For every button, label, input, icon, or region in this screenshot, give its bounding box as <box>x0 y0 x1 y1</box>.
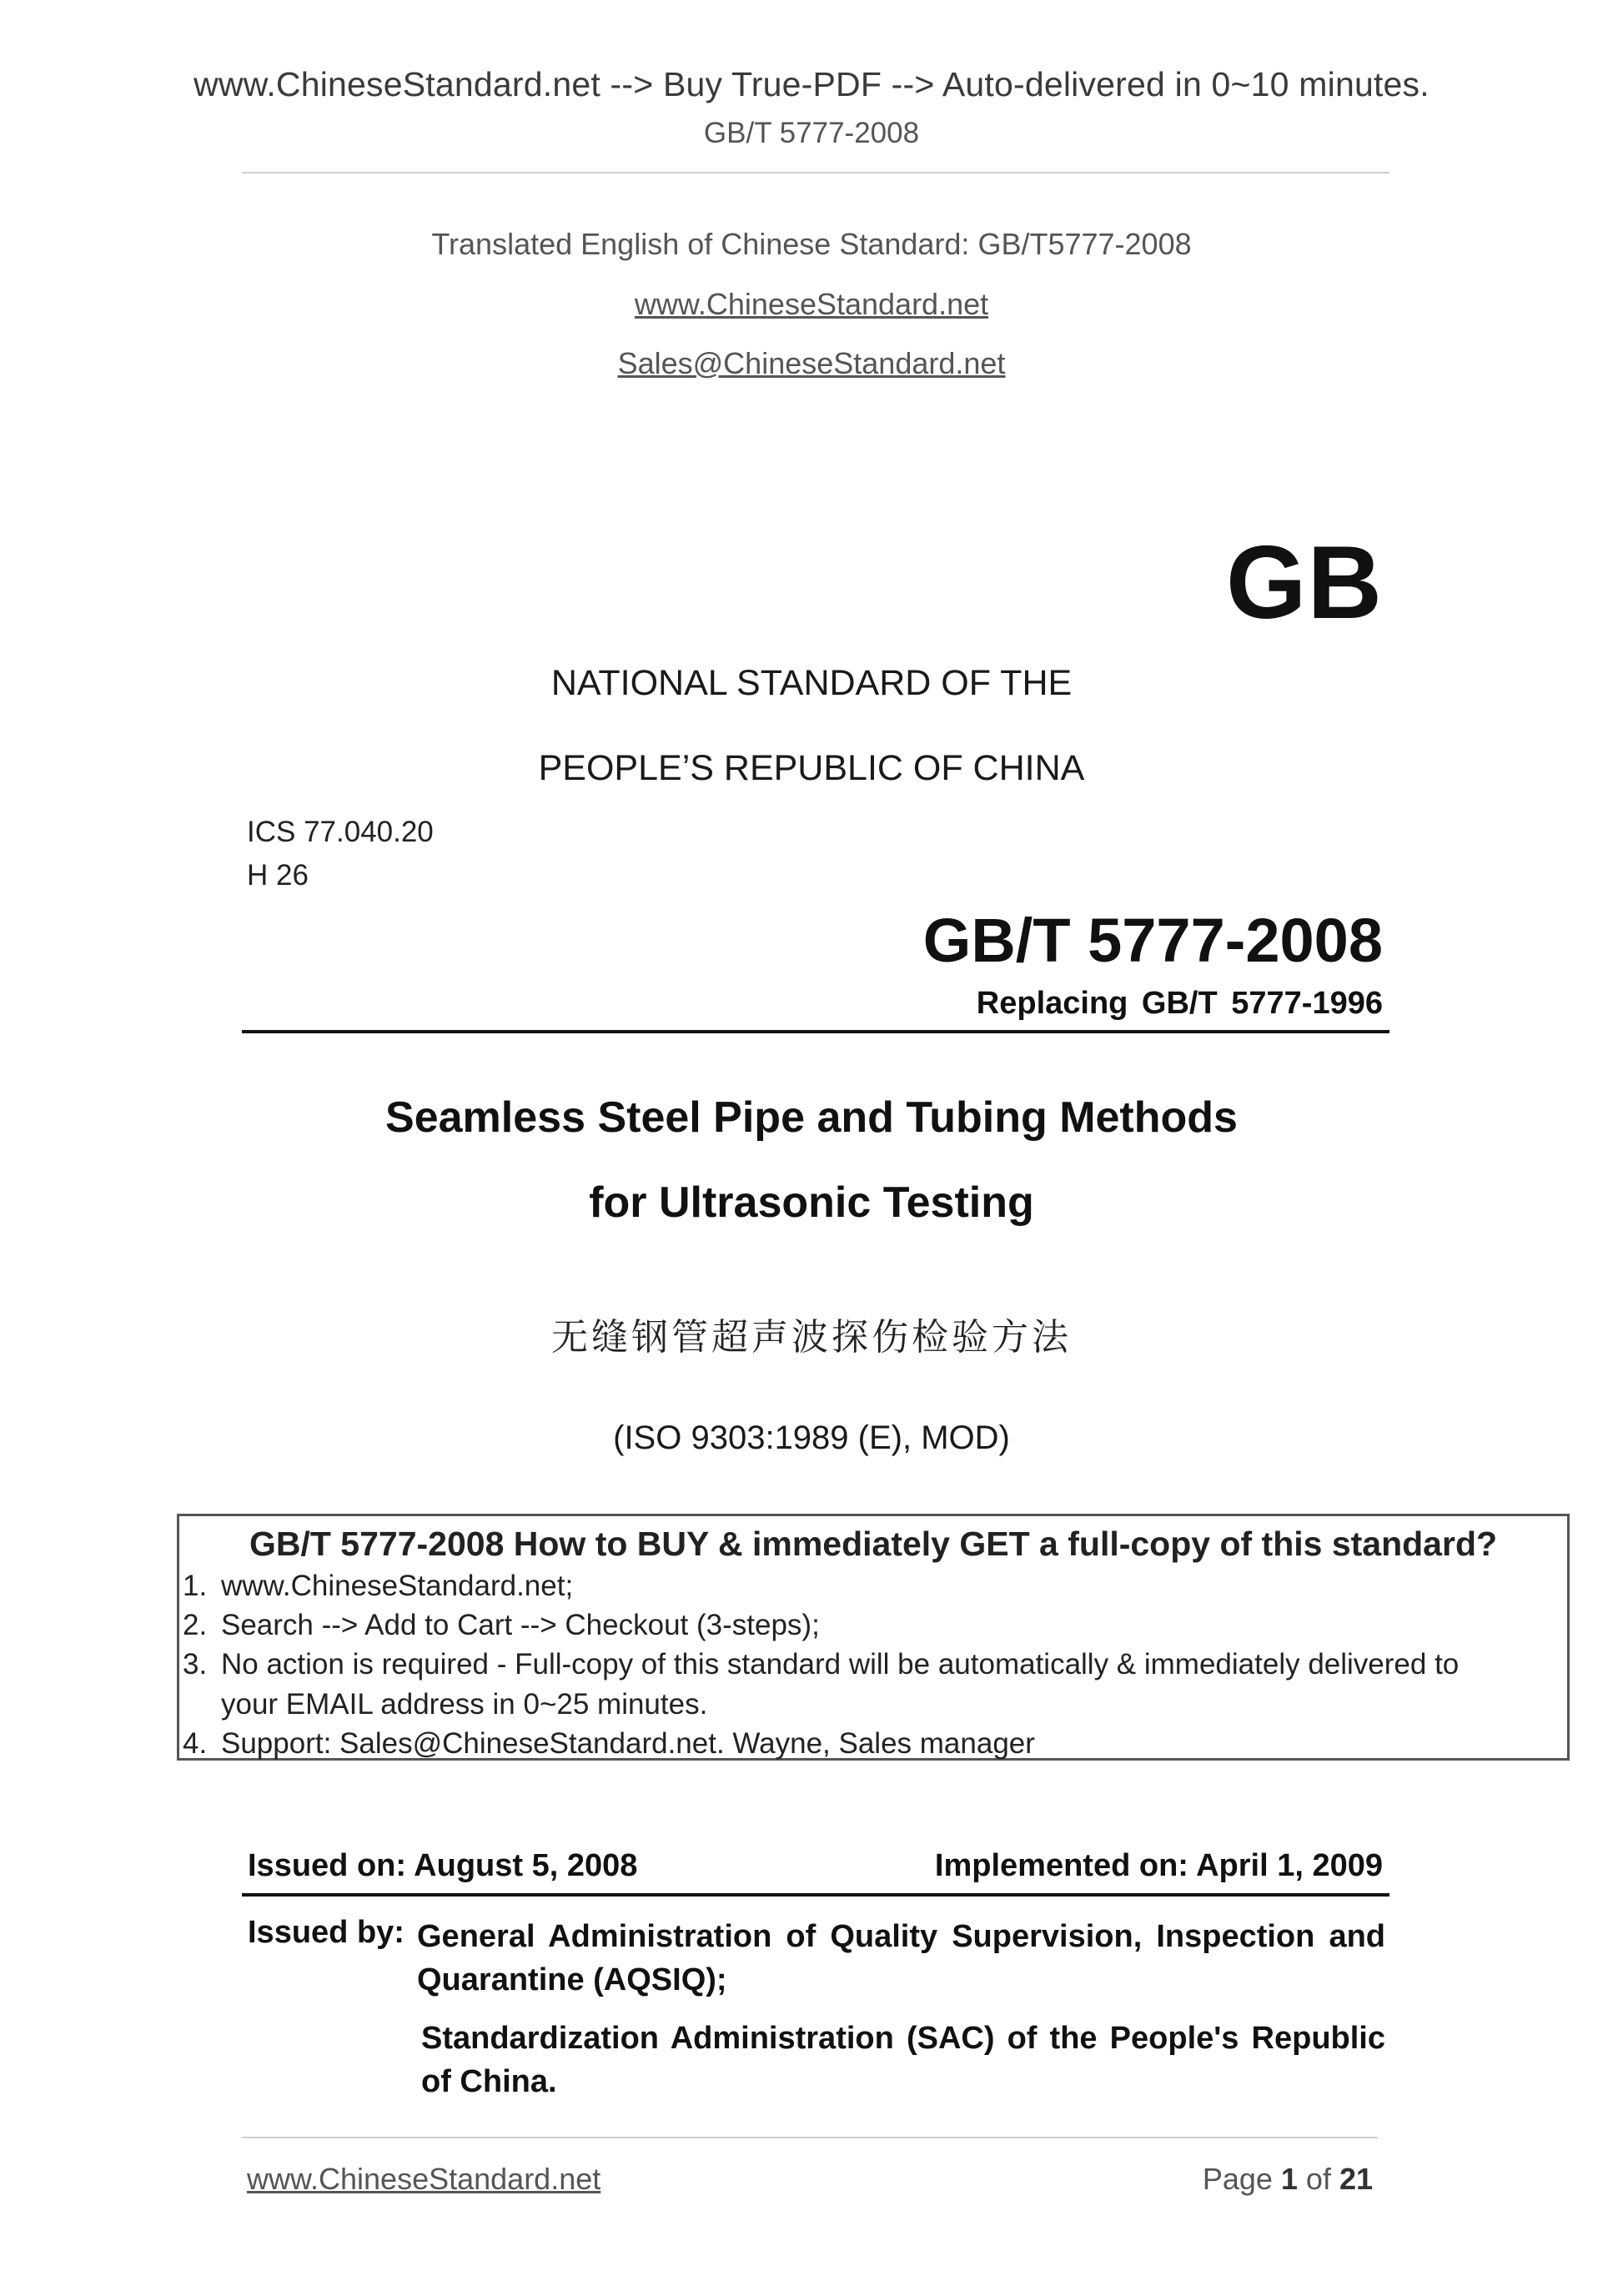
step-number: 1. <box>183 1570 208 1602</box>
footer-divider <box>242 2137 1378 2138</box>
national-standard-line1: NATIONAL STANDARD OF THE <box>550 663 1073 703</box>
step-number: 4. <box>183 1727 208 1760</box>
replacing-note: Replacing GB/T 5777-1996 <box>976 986 1383 1021</box>
header-divider <box>242 172 1389 173</box>
title-divider <box>242 1030 1389 1033</box>
issuer-sac: Standardization Administration (SAC) of the People's Republic of China. <box>421 2021 1385 2099</box>
standard-number: GB/T 5777-2008 <box>922 906 1383 975</box>
issue-divider <box>242 1893 1389 1897</box>
buy-instructions-box <box>177 1514 1570 1761</box>
page-prefix: Page <box>1202 2162 1281 2196</box>
buy-heading: GB/T 5777-2008 How to BUY & immediately GET a full-copy of this standard? <box>249 1525 1498 1563</box>
buy-step-3-continued <box>221 1688 707 1721</box>
national-standard-line2: PEOPLE’S REPUBLIC OF CHINA <box>538 748 1085 788</box>
issuer-aqsiq: General Administration of Quality Supervision, Inspection and Quarantine (AQSIQ); <box>417 1919 1385 1997</box>
step-number: 2. <box>183 1609 208 1641</box>
step-number: 3. <box>183 1648 208 1681</box>
page-current: 1 <box>1280 2162 1298 2196</box>
buy-step-4 <box>183 1727 1035 1761</box>
step-text[interactable]: www.ChineseStandard.net; <box>221 1570 574 1602</box>
sales-email-link[interactable]: Sales@ChineseStandard.net <box>617 346 1006 380</box>
implemented-on-date: Implemented on: April 1, 2009 <box>934 1848 1383 1883</box>
h-code: H 26 <box>247 859 309 892</box>
page-indicator <box>1203 2162 1373 2197</box>
issued-by-label: Issued by: <box>248 1915 404 1950</box>
header-standard-code: GB/T 5777-2008 <box>703 117 920 149</box>
footer-website-link[interactable]: www.ChineseStandard.net <box>247 2162 601 2196</box>
title-line1: Seamless Steel Pipe and Tubing Methods <box>385 1093 1238 1142</box>
buy-step-2 <box>183 1609 820 1642</box>
step-text: Support: Sales@ChineseStandard.net. Wayne, Sales manager <box>221 1727 1035 1760</box>
title-chinese: 无缝钢管超声波探伤检验方法 <box>551 1316 1072 1359</box>
buy-step-3 <box>183 1648 1459 1681</box>
top-banner: www.ChineseStandard.net --> Buy True-PDF --> Auto-delivered in 0~10 minutes. <box>193 65 1430 103</box>
title-line2: for Ultrasonic Testing <box>589 1178 1034 1227</box>
iso-reference: (ISO 9303:1989 (E), MOD) <box>613 1419 1010 1456</box>
page-mid: of <box>1297 2162 1339 2196</box>
ics-code: ICS 77.040.20 <box>247 816 434 848</box>
website-link[interactable]: www.ChineseStandard.net <box>634 287 989 321</box>
page-total: 21 <box>1339 2162 1373 2196</box>
issued-on-date: Issued on: August 5, 2008 <box>248 1848 638 1883</box>
gb-mark: GB <box>1226 525 1383 641</box>
step-text: your EMAIL address in 0~25 minutes. <box>221 1688 708 1721</box>
step-text: Search --> Add to Cart --> Checkout (3-steps); <box>221 1609 820 1641</box>
step-text: No action is required - Full-copy of this standard will be automatically & immediately delivered to <box>221 1648 1460 1681</box>
buy-step-1 <box>183 1570 573 1603</box>
translated-note: Translated English of Chinese Standard: GB/T5777-2008 <box>431 227 1192 261</box>
